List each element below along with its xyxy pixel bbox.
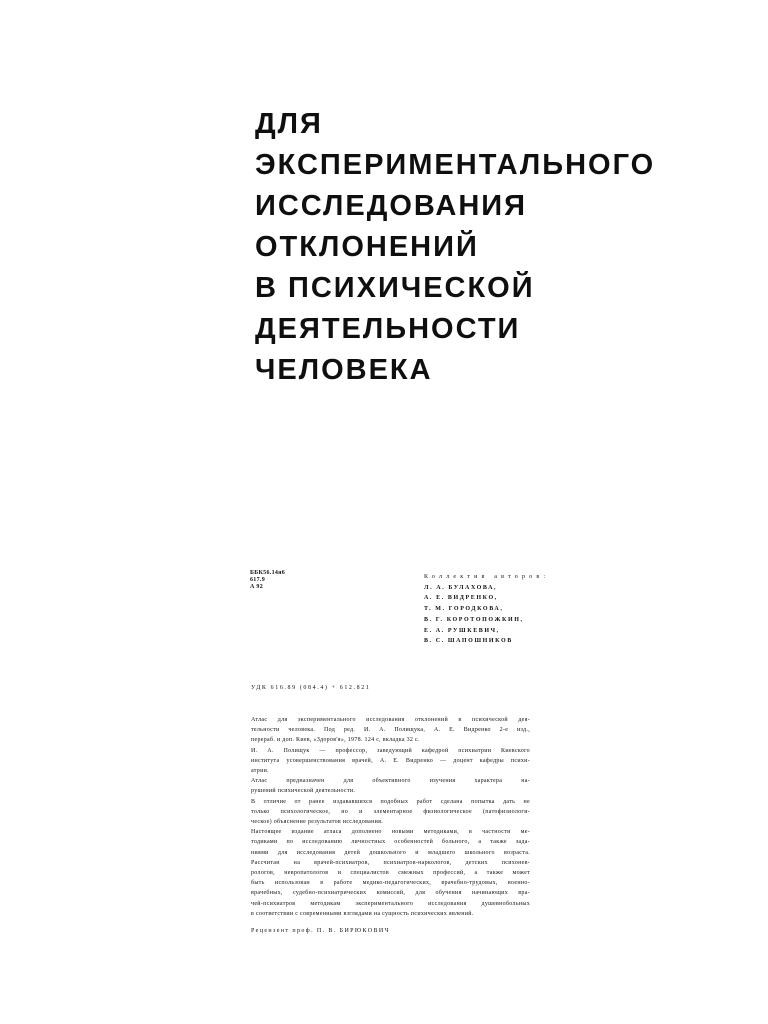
abstract-line: Настоящее издание атласа дополнено новыми методиками, в частности ме- — [251, 829, 530, 836]
title-line: ЧЕЛОВЕКА — [255, 354, 433, 386]
abstract-line: ниями для исследования детей дошкольного и младшего школьного возраста. — [251, 849, 530, 856]
abstract-line: тодиками по исследованию личностных особенностей больного, а также зада- — [251, 839, 530, 846]
abstract-line: чей-психиатров методикам экспериментального исследования душевнобольных — [251, 900, 530, 907]
abstract-line: Атлас предназначен для объективного изучения характера на- — [251, 778, 530, 785]
abstract-line: рологов, невропатологов и специалистов смежных профессий, а также может — [251, 870, 530, 877]
title-line: ЭКСПЕРИМЕНТАЛЬНОГО — [255, 149, 656, 181]
abstract-line: атрии. — [251, 768, 269, 775]
abstract-line: Атлас для экспериментального исследования отклонений в психической дея- — [251, 717, 530, 723]
abstract-line: в соответствии с современными взглядами на сущность психических явлений. — [251, 910, 474, 917]
abstract-line: врачебных, судебно-психиатрических комиссий, для обучения начинающих вра- — [251, 890, 530, 897]
abstract-line: В отличие от ранее издававшихся подобных работ сделана попытка дать не — [251, 798, 530, 805]
abstract-line: ческое) объяснение результатов исследования. — [251, 819, 383, 826]
abstract — [251, 715, 530, 919]
title-line: ОТКЛОНЕНИЙ — [255, 231, 479, 263]
abstract-line: только психологическое, но и элементарное физиологическое (патофизиологи- — [251, 808, 530, 815]
bbk-code: ББК56.14я6 — [250, 570, 286, 576]
title-line: ИССЛЕДОВАНИЯ — [255, 190, 527, 222]
author-name: Л. А. БУЛАХОВА, — [424, 584, 498, 591]
udk-code: УДК 616.89 (084.4) + 612.821 — [251, 685, 371, 691]
reviewer-credit: Рецензент проф. П. В. БИРЮКОВИЧ — [251, 928, 390, 934]
authors-caption: Коллектив авторов: — [424, 574, 550, 580]
bbk-subcode: 617.9 — [250, 577, 265, 583]
author-name: В. Г. КОРОТОПОЖКИН, — [424, 616, 524, 623]
title-line: ДЛЯ — [255, 108, 323, 140]
abstract-line: перераб. и доп. Киев, «Здоров'я», 1978. 124 с, вкладка 32 с. — [251, 737, 420, 744]
bbk-author-mark: А 92 — [250, 584, 264, 590]
authors-list — [424, 572, 549, 647]
abstract-line: рушений психической деятельности. — [251, 788, 356, 795]
abstract-line: института усовершенствования врачей, А. Е. Видренко — доцент кафедры психи- — [251, 757, 530, 764]
abstract-line: И. А. Полищук — профессор, заведующий кафедрой психиатрии Киевского — [251, 747, 530, 754]
book-title — [255, 104, 755, 391]
bbk-classification — [250, 570, 285, 591]
title-line: ДЕЯТЕЛЬНОСТИ — [255, 313, 521, 345]
abstract-line: быть использован в работе медико-педагогических, врачебно-трудовых, военно- — [251, 880, 530, 887]
abstract-line: тельности человека. Под ред. И. А. Полищука, А. Е. Видренко 2-е изд., — [251, 727, 530, 734]
author-name: А. Е. ВИДРЕНКО, — [424, 595, 498, 602]
abstract-line: Рассчитан на врачей-психиатров, психиатров-наркологов, детских психонев- — [251, 859, 530, 866]
author-name: Е. А. РУШКЕВИЧ, — [424, 627, 500, 634]
author-name: В. С. ШАПОШНИКОВ — [424, 638, 513, 645]
author-name: Т. М. ГОРОДКОВА, — [424, 606, 504, 613]
title-line: В ПСИХИЧЕСКОЙ — [255, 272, 535, 304]
